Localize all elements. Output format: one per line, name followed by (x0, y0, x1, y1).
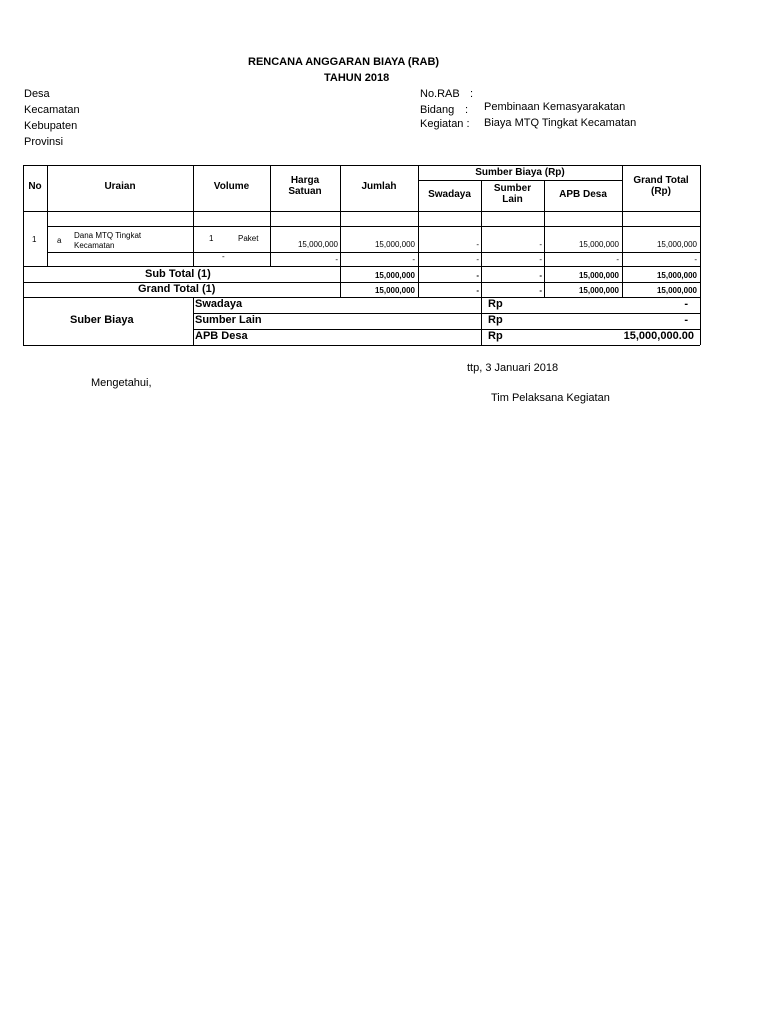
label-provinsi: Provinsi (24, 136, 64, 148)
sumber-item-swadaya-currency: Rp (488, 298, 503, 310)
grandtotal-apb-desa: 15,000,000 (578, 286, 619, 295)
header-no: No (28, 181, 42, 192)
row1-volume-unit: Paket (238, 234, 259, 243)
label-no-rab: No.RAB (420, 88, 460, 100)
subtotal-swadaya: - (476, 271, 479, 280)
row2-swadaya: - (476, 255, 479, 264)
sumber-item-sumber-lain-value: - (684, 314, 688, 326)
sumber-item-apb-desa-currency: Rp (488, 330, 503, 342)
label-bidang: Bidang (420, 104, 455, 116)
signature-date: ttp, 3 Januari 2018 (467, 362, 559, 374)
grandtotal-sumber-lain: - (539, 286, 542, 295)
no-rab-colon: : (470, 88, 474, 100)
sumber-item-apb-desa: APB Desa (195, 330, 248, 342)
sumber-item-apb-desa-value: 15,000,000.00 (623, 330, 694, 342)
sumber-item-swadaya: Swadaya (195, 298, 243, 310)
row2-harga: - (335, 255, 338, 264)
header-sumber-lain-line1: Sumber (493, 183, 532, 194)
kegiatan-value: Biaya MTQ Tingkat Kecamatan (484, 117, 637, 129)
header-swadaya: Swadaya (428, 189, 471, 200)
label-kecamatan: Kecamatan (24, 104, 80, 116)
header-uraian: Uraian (104, 181, 136, 192)
row2-sumber-lain: - (539, 255, 542, 264)
sumber-item-swadaya-value: - (684, 298, 688, 310)
subtotal-sumber-lain: - (539, 271, 542, 280)
row1-grand-total: 15,000,000 (656, 240, 697, 249)
sumber-biaya-label: Suber Biaya (70, 314, 134, 326)
header-jumlah: Jumlah (361, 181, 397, 192)
subtotal-grand-total: 15,000,000 (656, 271, 697, 280)
row2-apb-desa: - (616, 255, 619, 264)
header-harga-line1: Harga (290, 175, 320, 186)
grandtotal-label: Grand Total (1) (138, 283, 216, 295)
row1-sumber-lain: - (539, 240, 542, 249)
subtotal-apb-desa: 15,000,000 (578, 271, 619, 280)
bidang-value: Pembinaan Kemasyarakatan (484, 101, 626, 113)
row1-apb-desa: 15,000,000 (578, 240, 619, 249)
subtotal-jumlah: 15,000,000 (374, 271, 415, 280)
row1-jumlah: 15,000,000 (374, 240, 415, 249)
mengetahui-label: Mengetahui, (91, 377, 152, 389)
grandtotal-jumlah: 15,000,000 (374, 286, 415, 295)
header-volume: Volume (213, 181, 250, 192)
document-year: TAHUN 2018 (324, 72, 390, 84)
row1-uraian-line2: Kecamatan (74, 241, 115, 250)
row1-no: 1 (32, 235, 37, 244)
grandtotal-swadaya: - (476, 286, 479, 295)
row1-volume-qty: 1 (209, 234, 214, 243)
row1-uraian-line1: Dana MTQ Tingkat (74, 231, 142, 240)
grandtotal-grand-total: 15,000,000 (656, 286, 697, 295)
header-harga-line2: Satuan (288, 186, 322, 197)
header-apb-desa: APB Desa (559, 189, 607, 200)
bidang-colon: : (465, 104, 469, 116)
document-title: RENCANA ANGGARAN BIAYA (RAB) (248, 56, 440, 68)
header-sumber-biaya: Sumber Biaya (Rp) (475, 167, 565, 178)
header-grand-total-line2: (Rp) (651, 186, 671, 197)
label-desa: Desa (24, 88, 50, 100)
sumber-item-sumber-lain: Sumber Lain (195, 314, 262, 326)
subtotal-label: Sub Total (1) (145, 268, 211, 280)
row2-grand-total: - (694, 255, 697, 264)
row2-jumlah: - (412, 255, 415, 264)
label-kegiatan: Kegiatan : (420, 118, 470, 130)
label-kabupaten: Kebupaten (24, 120, 78, 132)
sumber-item-sumber-lain-currency: Rp (488, 314, 503, 326)
header-grand-total-line1: Grand Total (633, 175, 689, 186)
header-sumber-lain-line2: Lain (502, 194, 523, 205)
row1-swadaya: - (476, 240, 479, 249)
row1-sub: a (57, 236, 62, 245)
row2-volume: - (222, 252, 225, 261)
tim-pelaksana-label: Tim Pelaksana Kegiatan (491, 392, 610, 404)
row1-harga: 15,000,000 (297, 240, 338, 249)
